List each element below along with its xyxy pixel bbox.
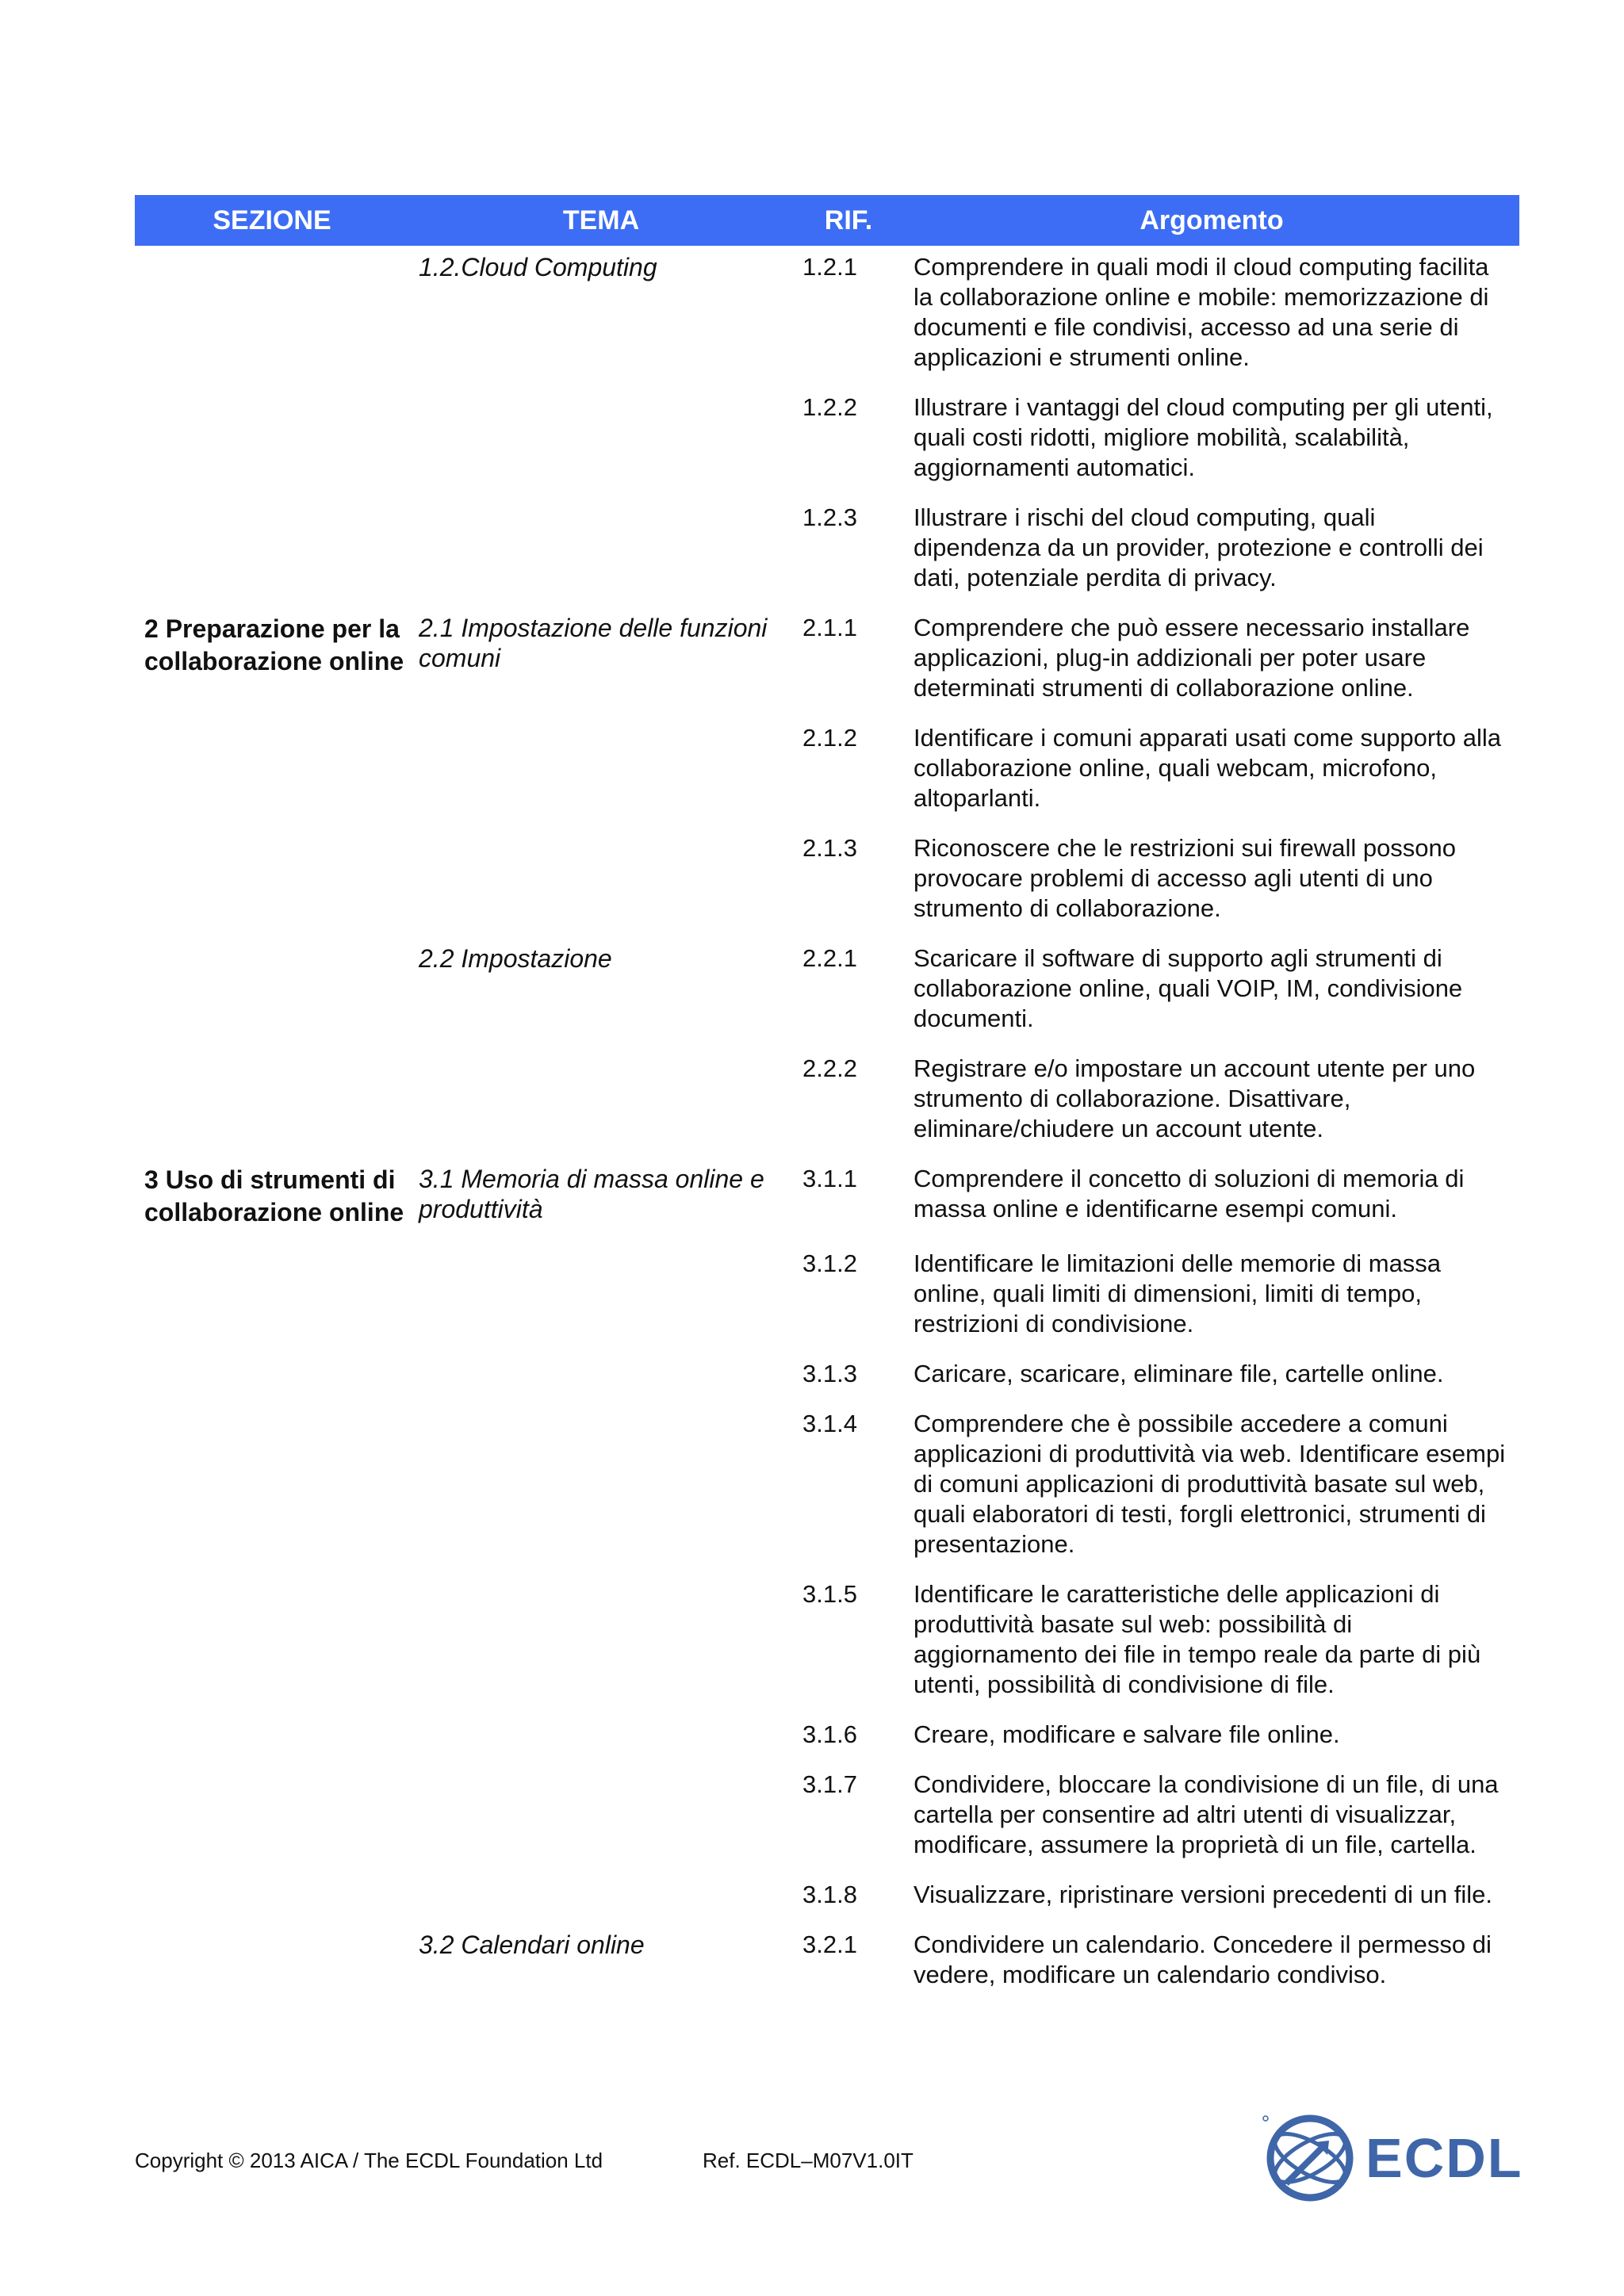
cell-tema: [409, 386, 793, 496]
table-row: [135, 1923, 1519, 2003]
cell-tema: [409, 496, 793, 607]
cell-tema: 2.1 Impostazione delle funzioni comuni: [419, 614, 768, 672]
cell-argomento: Condividere, bloccare la condivisione di un file, di una cartella per consentire ad altri utenti di visualizzar, modificare, assumere la proprietà di un file, cartella.: [914, 1770, 1499, 1858]
cell-sezione: [135, 1763, 409, 1873]
cell-tema: 3.2 Calendari online: [419, 1931, 645, 1959]
cell-sezione: [135, 1923, 409, 2003]
cell-sezione: [135, 1353, 409, 1402]
cell-argomento: Registrare e/o impostare un account utente per uno strumento di collaborazione. Disattivare, eliminare/chiudere un account utente.: [914, 1054, 1476, 1142]
cell-sezione: [135, 937, 409, 1047]
cell-tema: [409, 1573, 793, 1713]
cell-rif: 3.1.6: [802, 1720, 857, 1748]
cell-tema: [409, 717, 793, 827]
cell-argomento: Illustrare i vantaggi del cloud computing per gli utenti, quali costi ridotti, migliore mobilità, scalabilità, aggiornamenti automatici.: [914, 393, 1493, 481]
cell-argomento: Comprendere il concetto di soluzioni di memoria di massa online e identificarne esempi comuni.: [914, 1165, 1465, 1223]
cell-argomento: Illustrare i rischi del cloud computing, quali dipendenza da un provider, protezione e controlli dei dati, potenziale perdita di privacy.: [914, 503, 1484, 591]
table-row: [135, 607, 1519, 717]
cell-rif: 3.1.5: [802, 1580, 857, 1608]
table-row: [135, 496, 1519, 607]
cell-tema: [409, 1047, 793, 1158]
header-sezione: SEZIONE: [135, 195, 409, 246]
cell-sezione: [135, 1713, 409, 1763]
cell-tema: [409, 1402, 793, 1573]
cell-argomento: Creare, modificare e salvare file online.: [914, 1720, 1340, 1748]
ecdl-logo: [1262, 2110, 1524, 2206]
cell-argomento: Comprendere che è possibile accedere a comuni applicazioni di produttività via web. Identificare esempi di comuni applicazioni di produttività basate sul web, quali elaboratori di testi, forgli elettronici, strumenti di presentazione.: [914, 1410, 1506, 1558]
footer-copyright: Copyright © 2013 AICA / The ECDL Foundation Ltd: [135, 2149, 603, 2172]
cell-tema: [409, 1353, 793, 1402]
table-row: [135, 1713, 1519, 1763]
cell-sezione: 2 Preparazione per la collaborazione online: [144, 614, 404, 675]
table-header-row: [135, 195, 1519, 246]
header-rif: RIF.: [793, 195, 904, 246]
cell-tema: 2.2 Impostazione: [419, 944, 612, 973]
cell-rif: 3.1.3: [802, 1360, 857, 1387]
cell-argomento: Comprendere in quali modi il cloud computing facilita la collaborazione online e mobile: memorizzazione di documenti e file condivisi, accesso ad una serie di applicazioni e strumenti online.: [914, 253, 1489, 371]
table-row: [135, 246, 1519, 386]
cell-rif: 2.2.2: [802, 1054, 857, 1082]
table-row: [135, 937, 1519, 1047]
cell-rif: 2.1.3: [802, 834, 857, 862]
cell-tema: [409, 1242, 793, 1353]
cell-rif: 2.1.1: [802, 614, 857, 641]
table-row: [135, 827, 1519, 937]
cell-rif: 2.2.1: [802, 944, 857, 972]
table-row: [135, 1353, 1519, 1402]
cell-argomento: Caricare, scaricare, eliminare file, cartelle online.: [914, 1360, 1444, 1387]
cell-sezione: [135, 1242, 409, 1353]
syllabus-table: [135, 195, 1519, 2003]
cell-sezione: [135, 827, 409, 937]
cell-rif: 1.2.2: [802, 393, 857, 421]
cell-rif: 3.1.4: [802, 1410, 857, 1437]
cell-rif: 1.2.1: [802, 253, 857, 281]
table-row: [135, 1573, 1519, 1713]
syllabus-table-wrapper: [135, 195, 1519, 2003]
cell-sezione: [135, 246, 409, 386]
logo-text: ECDL: [1365, 2127, 1523, 2189]
cell-sezione: [135, 717, 409, 827]
table-row: [135, 386, 1519, 496]
cell-rif: 1.2.3: [802, 503, 857, 531]
cell-tema: 1.2.Cloud Computing: [419, 253, 657, 281]
cell-argomento: Identificare le caratteristiche delle applicazioni di produttività basate sul web: possibilità di aggiornamento dei file in tempo reale da parte di più utenti, possibilità di condivisione di file.: [914, 1580, 1481, 1698]
cell-sezione: [135, 496, 409, 607]
cell-tema: [409, 1763, 793, 1873]
cell-argomento: Comprendere che può essere necessario installare applicazioni, plug-in addizionali per poter usare determinati strumenti di collaborazione online.: [914, 614, 1470, 702]
table-row: [135, 1873, 1519, 1923]
cell-rif: 3.1.2: [802, 1249, 857, 1277]
cell-argomento: Identificare i comuni apparati usati come supporto alla collaborazione online, quali webcam, microfono, altoparlanti.: [914, 724, 1501, 812]
table-row: [135, 1158, 1519, 1242]
cell-tema: [409, 1873, 793, 1923]
footer-reference: Ref. ECDL–M07V1.0IT: [703, 2149, 914, 2172]
cell-tema: 3.1 Memoria di massa online e produttività: [419, 1165, 764, 1223]
table-row: [135, 1047, 1519, 1158]
table-row: [135, 1242, 1519, 1353]
cell-argomento: Visualizzare, ripristinare versioni precedenti di un file.: [914, 1881, 1492, 1908]
cell-rif: 2.1.2: [802, 724, 857, 752]
cell-sezione: [135, 1047, 409, 1158]
header-tema: TEMA: [409, 195, 793, 246]
cell-sezione: [135, 386, 409, 496]
cell-rif: 3.1.7: [802, 1770, 857, 1798]
page-footer: [135, 2149, 914, 2173]
header-argomento: Argomento: [904, 195, 1519, 246]
cell-tema: [409, 827, 793, 937]
cell-argomento: Riconoscere che le restrizioni sui firewall possono provocare problemi di accesso agli utenti di uno strumento di collaborazione.: [914, 834, 1457, 922]
cell-rif: 3.2.1: [802, 1931, 857, 1958]
cell-sezione: [135, 1573, 409, 1713]
table-header: [135, 195, 1519, 246]
cell-argomento: Condividere un calendario. Concedere il permesso di vedere, modificare un calendario condiviso.: [914, 1931, 1492, 1988]
cell-rif: 3.1.8: [802, 1881, 857, 1908]
table-body: [135, 246, 1519, 2003]
cell-tema: [409, 1713, 793, 1763]
cell-argomento: Identificare le limitazioni delle memorie di massa online, quali limiti di dimensioni, limiti di tempo, restrizioni di condivisione.: [914, 1249, 1442, 1337]
globe-arrow-icon: [1262, 2110, 1358, 2206]
cell-rif: 3.1.1: [802, 1165, 857, 1192]
cell-sezione: [135, 1873, 409, 1923]
table-row: [135, 1402, 1519, 1573]
cell-sezione: [135, 1402, 409, 1573]
cell-argomento: Scaricare il software di supporto agli strumenti di collaborazione online, quali VOIP, IM, condivisione documenti.: [914, 944, 1463, 1032]
table-row: [135, 1763, 1519, 1873]
table-row: [135, 717, 1519, 827]
cell-sezione: 3 Uso di strumenti di collaborazione online: [144, 1165, 404, 1226]
